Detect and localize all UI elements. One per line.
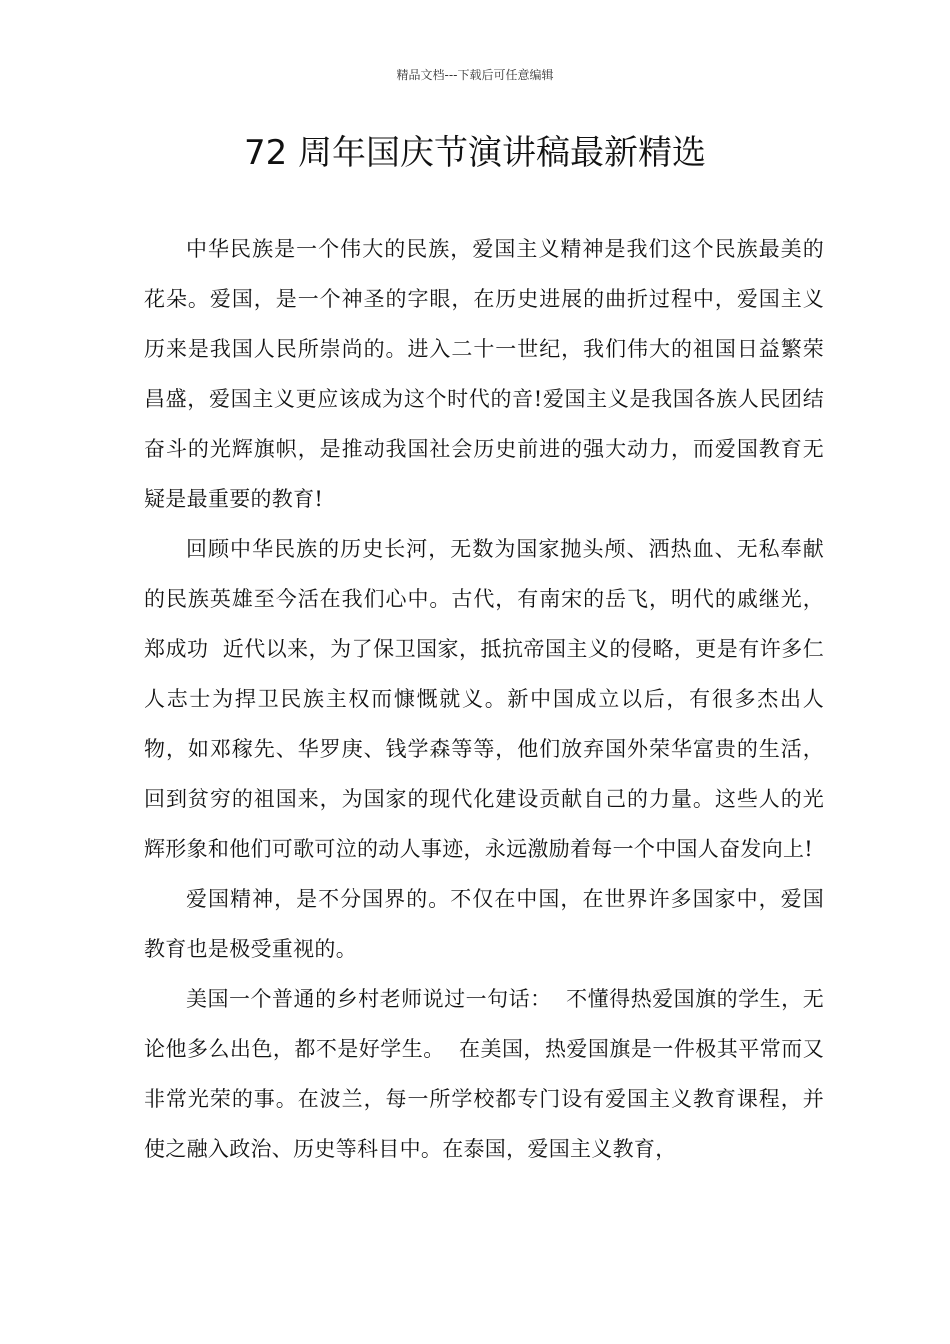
paragraph: 爱国精神，是不分国界的。不仅在中国，在世界许多国家中，爱国教育也是极受重视的。 <box>144 887 824 961</box>
document-body <box>144 224 824 1174</box>
paragraph: 美国一个普通的乡村老师说过一句话： 不懂得热爱国旗的学生，无论他多么出色，都不是好学生。 在美国，热爱国旗是一件极其平常而又非常光荣的事。在波兰，每一所学校都专门设有爱国主义教育课程，并使之融入政治、历史等科目中。在泰国，爱国主义教育， <box>144 987 824 1161</box>
page-title: 72 周年国庆节演讲稿最新精选 <box>243 133 707 173</box>
header-note: 精品文档---下载后可任意编辑 <box>396 68 554 82</box>
paragraph: 回顾中华民族的历史长河，无数为国家抛头颅、洒热血、无私奉献的民族英雄至今活在我们心中。古代，有南宋的岳飞，明代的戚继光，郑成功 近代以来，为了保卫国家，抵抗帝国主义的侵略，更是有许多仁人志士为捍卫民族主权而慷慨就义。新中国成立以后，有很多杰出人物，如邓稼先、华罗庚、钱学森等等，他们放弃国外荣华富贵的生活，回到贫穷的祖国来，为国家的现代化建设贡献自己的力量。这些人的光辉形象和他们可歌可泣的动人事迹，永远激励着每一个中国人奋发向上! <box>144 537 824 861</box>
paragraph: 中华民族是一个伟大的民族，爱国主义精神是我们这个民族最美的花朵。爱国，是一个神圣的字眼，在历史进展的曲折过程中，爱国主义历来是我国人民所崇尚的。进入二十一世纪，我们伟大的祖国日益繁荣昌盛，爱国主义更应该成为这个时代的音!爱国主义是我国各族人民团结奋斗的光辉旗帜，是推动我国社会历史前进的强大动力，而爱国教育无疑是最重要的教育! <box>144 237 824 511</box>
